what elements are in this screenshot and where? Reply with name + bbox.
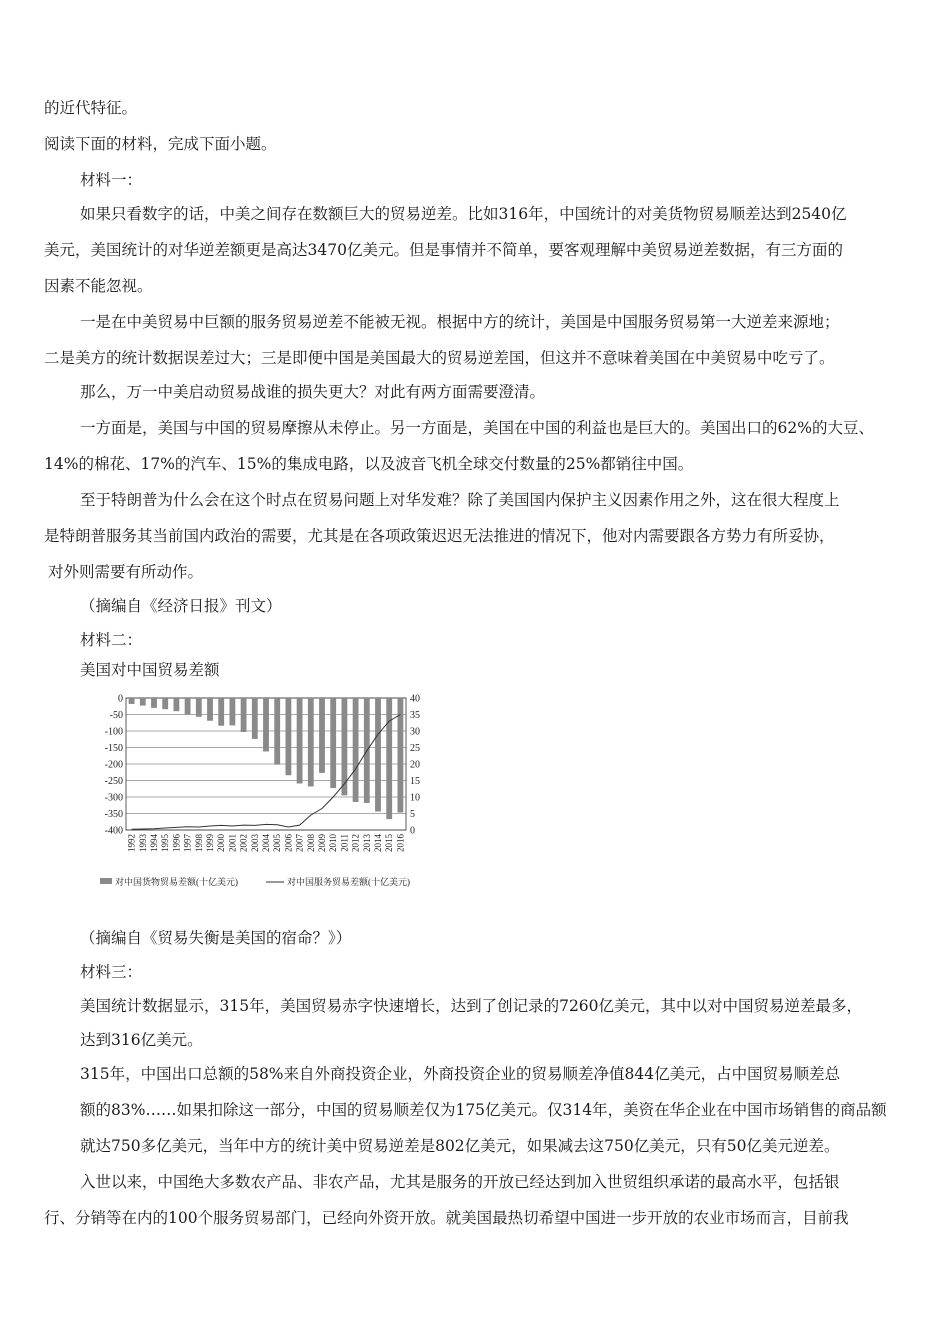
bar — [274, 698, 280, 765]
x-tick-label: 1994 — [149, 834, 159, 852]
text-line: 对外则需要有所动作。 — [48, 563, 204, 581]
x-tick-label: 2013 — [361, 834, 372, 852]
bar — [285, 698, 291, 775]
left-tick-label: -400 — [104, 825, 123, 837]
x-tick-label: 2004 — [261, 834, 271, 852]
x-axis — [127, 834, 406, 853]
x-tick-label: 1993 — [137, 834, 148, 852]
text-line: 那么，万一中美启动贸易战谁的损失更大？对此有两方面需要澄清。 — [80, 383, 546, 401]
x-tick-label: 1999 — [205, 834, 215, 852]
bar — [297, 698, 303, 783]
text-line: 就达750多亿美元，当年中方的统计美中贸易逆差是802亿美元，如果减去这750亿美元，只有50亿美元逆差。 — [80, 1137, 840, 1155]
x-tick-label: 2011 — [339, 834, 350, 852]
right-axis — [410, 694, 420, 837]
x-tick-label: 2002 — [238, 834, 249, 852]
text-line: 因素不能忽视。 — [44, 277, 153, 295]
right-tick-label: 10 — [410, 792, 420, 804]
left-tick-label: -250 — [104, 776, 123, 787]
bar — [330, 698, 336, 788]
text-line: 入世以来，中国绝大多数农产品、非农产品，尤其是服务的开放已经达到加入世贸组织承诺的最高水平，包括银 — [80, 1173, 840, 1191]
right-tick-label: 0 — [410, 825, 415, 837]
x-tick-label: 1998 — [193, 834, 204, 852]
left-axis — [105, 694, 123, 837]
bar — [218, 698, 224, 726]
x-tick-label: 2000 — [216, 834, 227, 852]
bar — [185, 698, 191, 715]
text-line: 一是在中美贸易中巨额的服务贸易逆差不能被无视。根据中方的统计，美国是中国服务贸易第一大逆差来源地； — [80, 313, 840, 331]
text-line: 14%的棉花、17%的汽车、15%的集成电路，以及波音飞机全球交付数量的25%都销往中国。 — [44, 455, 694, 473]
text-line: 达到316亿美元。 — [80, 1031, 203, 1049]
left-tick-label: -300 — [104, 792, 123, 804]
right-tick-label: 25 — [410, 743, 420, 754]
text-line: 行、分销等在内的100个服务贸易部门，已经向外资开放。就美国最热切希望中国进一步开放的农业市场而言，目前我 — [44, 1209, 849, 1227]
x-tick-label: 2001 — [227, 834, 238, 852]
text-line: 额的83%……如果扣除这一部分，中国的贸易顺差仅为175亿美元。仅314年，美资在华企业在中国市场销售的商品额 — [80, 1101, 887, 1119]
text-line: 至于特朗普为什么会在这个时点在贸易问题上对华发难？除了美国国内保护主义因素作用之外，这在很大程度上 — [80, 491, 840, 509]
right-tick-label: 35 — [410, 710, 420, 721]
chart-svg — [88, 688, 448, 898]
x-tick-label: 2012 — [350, 834, 361, 852]
chart-title: 美国对中国贸易差额 — [80, 661, 220, 679]
right-tick-label: 5 — [410, 809, 415, 820]
left-tick-label: -100 — [104, 726, 123, 738]
legend-line-label: 对中国服务贸易差额(十亿美元) — [287, 877, 410, 887]
left-tick-label: -350 — [104, 809, 123, 820]
left-tick-label: 0 — [118, 693, 123, 705]
bar — [196, 698, 202, 717]
bar — [229, 698, 235, 725]
source-note: （摘编自《贸易失衡是美国的宿命？》） — [80, 929, 352, 947]
right-tick-label: 40 — [410, 693, 420, 705]
x-tick-label: 2010 — [328, 834, 339, 852]
bar — [162, 698, 168, 709]
legend-bar-label: 对中国货物贸易差额(十亿美元) — [115, 877, 238, 887]
text-line: 阅读下面的材料，完成下面小题。 — [44, 135, 277, 153]
bar — [252, 698, 258, 739]
x-tick-label: 1996 — [171, 834, 182, 852]
x-tick-label: 2003 — [249, 834, 260, 852]
left-tick-label: -50 — [109, 710, 123, 721]
text-line: 如果只看数字的话，中美之间存在数额巨大的贸易逆差。比如316年，中国统计的对美货物贸易顺差达到2540亿 — [80, 205, 847, 223]
text-line: 一方面是，美国与中国的贸易摩擦从未停止。另一方面是，美国在中国的利益也是巨大的。美国出口的62%的大豆、 — [80, 419, 874, 437]
bar — [319, 698, 325, 773]
text-line: 是特朗普服务其当前国内政治的需要，尤其是在各项政策迟迟无法推进的情况下，他对内需要跟各方势力有所妥协， — [44, 527, 835, 545]
trade-balance-chart — [88, 688, 448, 898]
bar — [207, 698, 213, 721]
bar — [263, 698, 269, 751]
bar — [386, 698, 392, 819]
left-tick-label: -200 — [104, 759, 123, 771]
x-tick-label: 2007 — [294, 834, 305, 852]
bar — [308, 698, 314, 786]
bar — [241, 698, 247, 732]
text-line: 315年，中国出口总额的58%来自外商投资企业，外商投资企业的贸易顺差净值844亿美元，占中国贸易顺差总 — [80, 1065, 841, 1083]
text-line: 二是美方的统计数据误差过大；三是即便中国是美国最大的贸易逆差国，但这并不意味着美国在中美贸易中吃亏了。 — [44, 349, 835, 367]
bar — [375, 698, 381, 812]
material-label: 材料二： — [80, 631, 143, 649]
right-tick-label: 15 — [410, 776, 420, 787]
x-tick-label: 1995 — [160, 834, 171, 852]
material-label: 材料三： — [80, 963, 143, 981]
chart-legend — [100, 876, 410, 887]
right-tick-label: 20 — [410, 759, 420, 771]
bar — [140, 698, 146, 706]
x-tick-label: 2006 — [283, 834, 294, 852]
text-line: 美国统计数据显示，315年，美国贸易赤字快速增长，达到了创记录的7260亿美元，其中以对中国贸易逆差最多， — [80, 997, 863, 1015]
legend-bar-swatch — [100, 878, 112, 884]
left-tick-label: -150 — [104, 743, 123, 754]
x-tick-label: 2008 — [305, 834, 316, 852]
text-line: 美元，美国统计的对华逆差额更是高达3470亿美元。但是事情并不简单，要客观理解中美贸易逆差数据，有三方面的 — [44, 241, 843, 259]
bar — [353, 698, 359, 802]
bar — [151, 698, 157, 708]
x-tick-label: 2016 — [395, 834, 406, 852]
x-tick-label: 2015 — [384, 834, 395, 852]
source-note: （摘编自《经济日报》刊文） — [80, 597, 282, 615]
right-tick-label: 30 — [410, 726, 420, 738]
bar — [129, 698, 135, 704]
x-tick-label: 2005 — [272, 834, 283, 852]
x-tick-label: 2014 — [373, 834, 383, 852]
bar — [173, 698, 179, 711]
x-tick-label: 1997 — [182, 834, 193, 852]
x-tick-label: 2009 — [317, 834, 327, 852]
material-label: 材料一： — [80, 171, 143, 189]
x-tick-label: 1992 — [126, 834, 137, 852]
text-line: 的近代特征。 — [44, 99, 138, 117]
